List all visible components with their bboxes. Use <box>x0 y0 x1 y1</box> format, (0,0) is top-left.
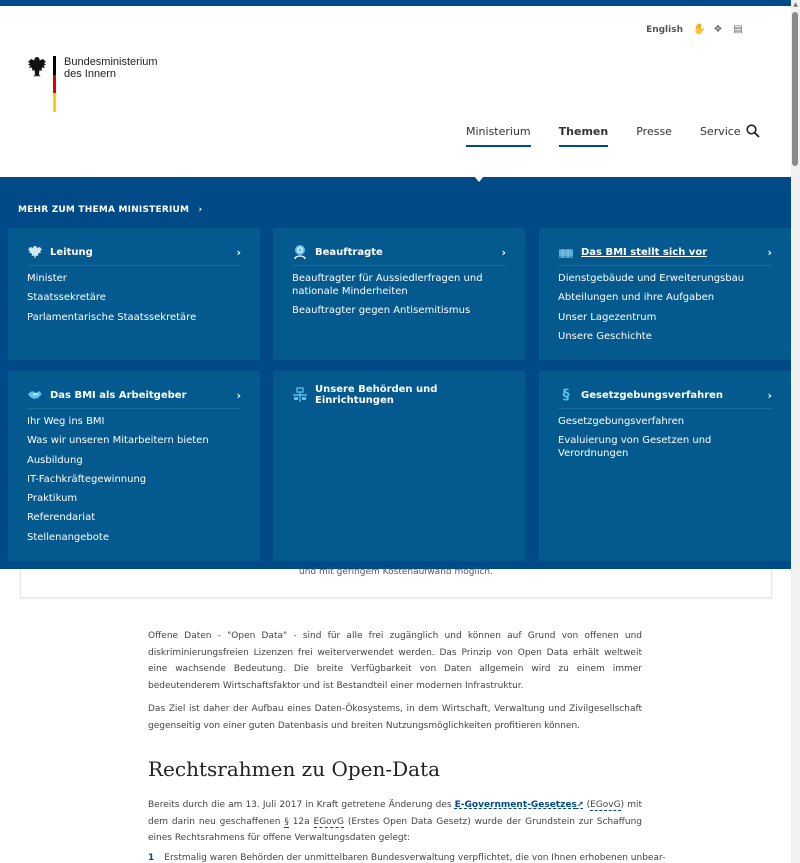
card-header[interactable]: Das BMI stellt sich vor › <box>558 239 772 266</box>
menu-link[interactable]: Minister <box>27 273 67 284</box>
menu-card-bmi-stellt-sich-vor <box>539 228 791 360</box>
menu-link[interactable]: Abteilungen und ihre Aufgaben <box>558 292 715 304</box>
menu-link[interactable]: Ausbildung <box>27 454 83 466</box>
card-link-list <box>558 272 775 349</box>
card-header[interactable]: Leitung › <box>27 239 241 266</box>
chevron-right-icon: › <box>236 388 241 402</box>
menu-caret <box>474 176 484 182</box>
menu-card-leitung <box>8 228 260 360</box>
menu-link[interactable]: Unsere Geschichte <box>558 330 652 342</box>
org-chart-icon <box>292 387 308 403</box>
card-link-list <box>292 272 509 324</box>
external-link-icon: ↗ <box>576 800 584 809</box>
menu-link[interactable]: Stellenangebote <box>27 531 109 543</box>
menu-link[interactable]: Parlamentarische Staatssekretäre <box>27 311 197 323</box>
card-header[interactable]: Unsere Behörden und Einrichtungen <box>292 382 506 408</box>
main-navigation <box>466 125 769 147</box>
nav-ministerium[interactable]: Ministerium <box>466 125 531 147</box>
eagle-icon <box>27 244 43 260</box>
egovernment-gesetz-link[interactable]: E-Government-Gesetzes↗ <box>454 800 584 810</box>
language-link-english[interactable]: English <box>646 24 683 35</box>
intro-paragraph-2: Das Ziel ist daher der Aufbau eines Daten-Ökosystems, in dem Wirtschaft, Verwaltung und Zivilgesellschaft gegenseitig von einer guten Datenbasis und breiten Nutzungsmöglichkeiten profitieren können. <box>148 704 642 731</box>
menu-link[interactable]: Evaluierung von Gesetzen und Verordnungen <box>558 435 712 460</box>
menu-card-bmi-als-arbeitgeber <box>8 371 260 561</box>
meta-navigation <box>646 24 743 35</box>
nav-service[interactable]: Service <box>699 125 741 138</box>
easy-language-icon[interactable]: ❖ <box>713 24 723 35</box>
chevron-right-icon: › <box>501 245 506 259</box>
list-number: 1 <box>148 853 155 863</box>
section-heading-rechtsrahmen: Rechtsrahmen zu Open-Data <box>148 757 441 781</box>
teaser-partial-text: und mit geringem Kostenaufwand möglich. <box>299 567 493 577</box>
menu-link[interactable]: Dienstgebäude und Erweiterungsbau <box>558 273 745 284</box>
nav-themen[interactable]: Themen <box>559 125 609 147</box>
menu-link[interactable]: Referendariat <box>27 512 96 524</box>
teaser-box <box>20 569 772 598</box>
search-icon[interactable] <box>746 124 760 138</box>
read-aloud-icon[interactable]: ▤ <box>733 24 743 35</box>
federal-eagle-icon <box>27 56 47 78</box>
menu-link[interactable]: Ihr Weg ins BMI <box>27 416 105 427</box>
menu-link[interactable]: Praktikum <box>27 493 78 505</box>
menu-card-gesetzgebungsverfahren <box>539 371 791 561</box>
card-header[interactable]: § Gesetzgebungsverfahren › <box>558 382 772 409</box>
nav-presse[interactable]: Presse <box>636 125 672 138</box>
card-link-list <box>27 415 244 550</box>
logo-text: Bundesministerium des Innern <box>64 56 158 80</box>
german-flag-bar <box>53 56 56 112</box>
menu-card-behoerden <box>273 371 525 561</box>
menu-link[interactable]: IT-Fachkräftegewinnung <box>27 473 147 485</box>
chevron-right-icon: › <box>767 245 772 259</box>
menu-link[interactable]: Beauftragter gegen Antisemitismus <box>292 305 471 317</box>
site-header <box>0 6 791 177</box>
mega-menu-title[interactable]: MEHR ZUM THEMA MINISTERIUM › <box>18 205 203 215</box>
menu-link[interactable]: Was wir unseren Mitarbeitern bieten <box>27 435 209 447</box>
bmi-logo[interactable] <box>27 56 158 112</box>
handshake-icon <box>27 387 43 403</box>
building-icon <box>558 244 574 260</box>
menu-link[interactable]: Beauftragter für Aussiedlerfragen und nationale Minderheiten <box>292 273 483 297</box>
card-header[interactable]: Beauftragte › <box>292 239 506 266</box>
chevron-right-icon: › <box>767 388 772 402</box>
mega-menu-ministerium <box>0 177 791 569</box>
abbr-egovg[interactable]: EGovG <box>590 800 621 810</box>
scrollbar-thumb[interactable] <box>792 12 798 166</box>
chevron-right-icon: › <box>236 245 241 259</box>
scroll-up-arrow-icon[interactable]: ▲ <box>793 1 798 8</box>
menu-card-beauftragte <box>273 228 525 360</box>
page-scrollbar[interactable] <box>791 0 800 863</box>
abbr-egovg[interactable]: EGovG <box>313 816 344 827</box>
menu-link[interactable]: Gesetzgebungsverfahren <box>558 416 685 427</box>
card-header[interactable]: Das BMI als Arbeitgeber › <box>27 382 241 409</box>
intro-paragraph-1: Offene Daten - "Open Data" - sind für alle frei zugänglich und können auf Grund von offenen und diskriminierungsfreien Lizenzen frei weiterverwendet werden. Das Prinzip von Open Data erhält weltweit eine wachsende Bedeutung. Die breite Verfügbarkeit von Daten allgemein wird zu einem immer bedeutenderem Wirtschaftsfaktor und ist Bestandteil einer modernen Infrastruktur. <box>148 631 642 691</box>
menu-link[interactable]: Unser Lagezentrum <box>558 311 657 323</box>
rechtsrahmen-paragraph: Bereits durch die am 13. Juli 2017 in Kraft getretene Änderung des E-Government-Gesetzes↗ (EGovG) mit dem darin neu geschaffenen § 12a EGovG (Erstes Open Data Gesetz) wurde der Grundstein zur Schaffung eines Rechtsrahmens für offene Verwaltungsdaten gelegt: <box>148 800 642 843</box>
menu-link[interactable]: Staatssekretäre <box>27 292 106 304</box>
sign-language-icon[interactable]: ✋ <box>693 24 706 35</box>
card-link-list <box>558 415 775 467</box>
person-icon <box>292 244 308 260</box>
list-item: 1 Erstmalig waren Behörden der unmittelbaren Bundesverwaltung verpflichtet, die von Ihnen erhobenen unbear- <box>148 853 666 863</box>
paragraph-icon: § <box>562 387 570 403</box>
card-link-list <box>27 272 244 330</box>
chevron-right-icon: › <box>198 205 203 215</box>
abbr-paragraph[interactable]: § <box>284 816 289 827</box>
